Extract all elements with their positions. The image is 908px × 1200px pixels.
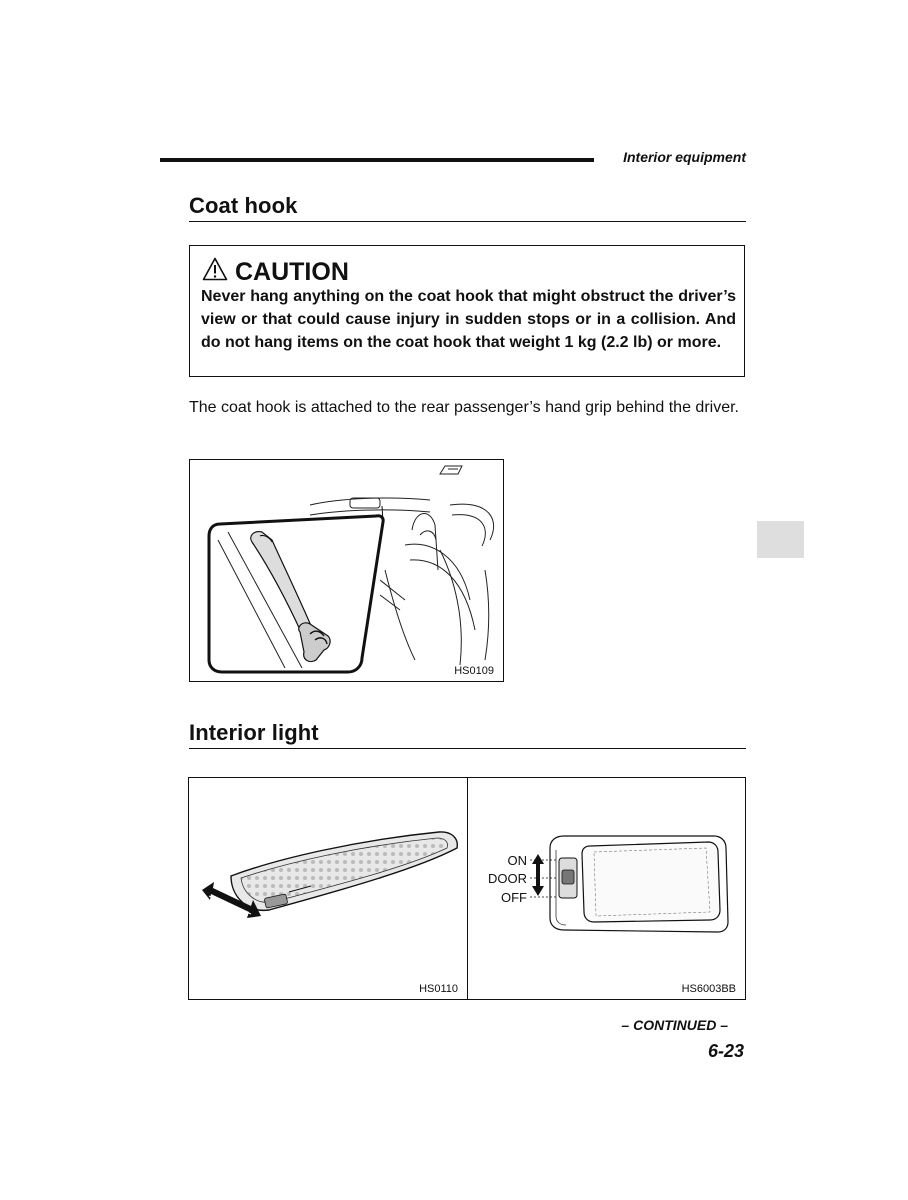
- figure-code: HS0110: [419, 983, 458, 995]
- running-header: Interior equipment: [623, 149, 746, 165]
- coat-hook-heading: Coat hook: [189, 193, 298, 218]
- interior-light-illustration-icon: [189, 778, 467, 999]
- continued-note: – CONTINUED –: [621, 1017, 728, 1033]
- light-switch-illustration-icon: [468, 778, 745, 999]
- caution-box: [189, 245, 745, 377]
- coat-hook-heading-rule: [189, 221, 746, 222]
- interior-light-heading: Interior light: [189, 720, 319, 745]
- switch-label-off: OFF: [501, 890, 527, 905]
- caution-title: CAUTION: [235, 258, 349, 286]
- header-rule: [160, 158, 594, 162]
- coat-hook-illustration-icon: [190, 460, 503, 681]
- caution-text: Never hang anything on the coat hook that might obstruct the driver’s view or that could cause injury in sudden stops or in a collision. And do not hang items on the coat hook that weight 1 kg (2.2 lb) or more.: [201, 288, 736, 351]
- switch-label-on: ON: [507, 853, 527, 868]
- chapter-tab: [757, 521, 804, 558]
- interior-light-figure: [188, 777, 468, 1000]
- page-number: 6-23: [707, 1041, 744, 1061]
- figure-code: HS6003BB: [681, 983, 736, 995]
- coat-hook-figure: [189, 459, 504, 682]
- light-switch-figure: [467, 777, 746, 1000]
- interior-light-heading-rule: [189, 748, 746, 749]
- coat-hook-description: The coat hook is attached to the rear passenger’s hand grip behind the driver.: [189, 399, 739, 416]
- figure-code: HS0109: [454, 665, 494, 677]
- warning-triangle-icon: [202, 257, 228, 281]
- switch-label-door: DOOR: [488, 871, 527, 886]
